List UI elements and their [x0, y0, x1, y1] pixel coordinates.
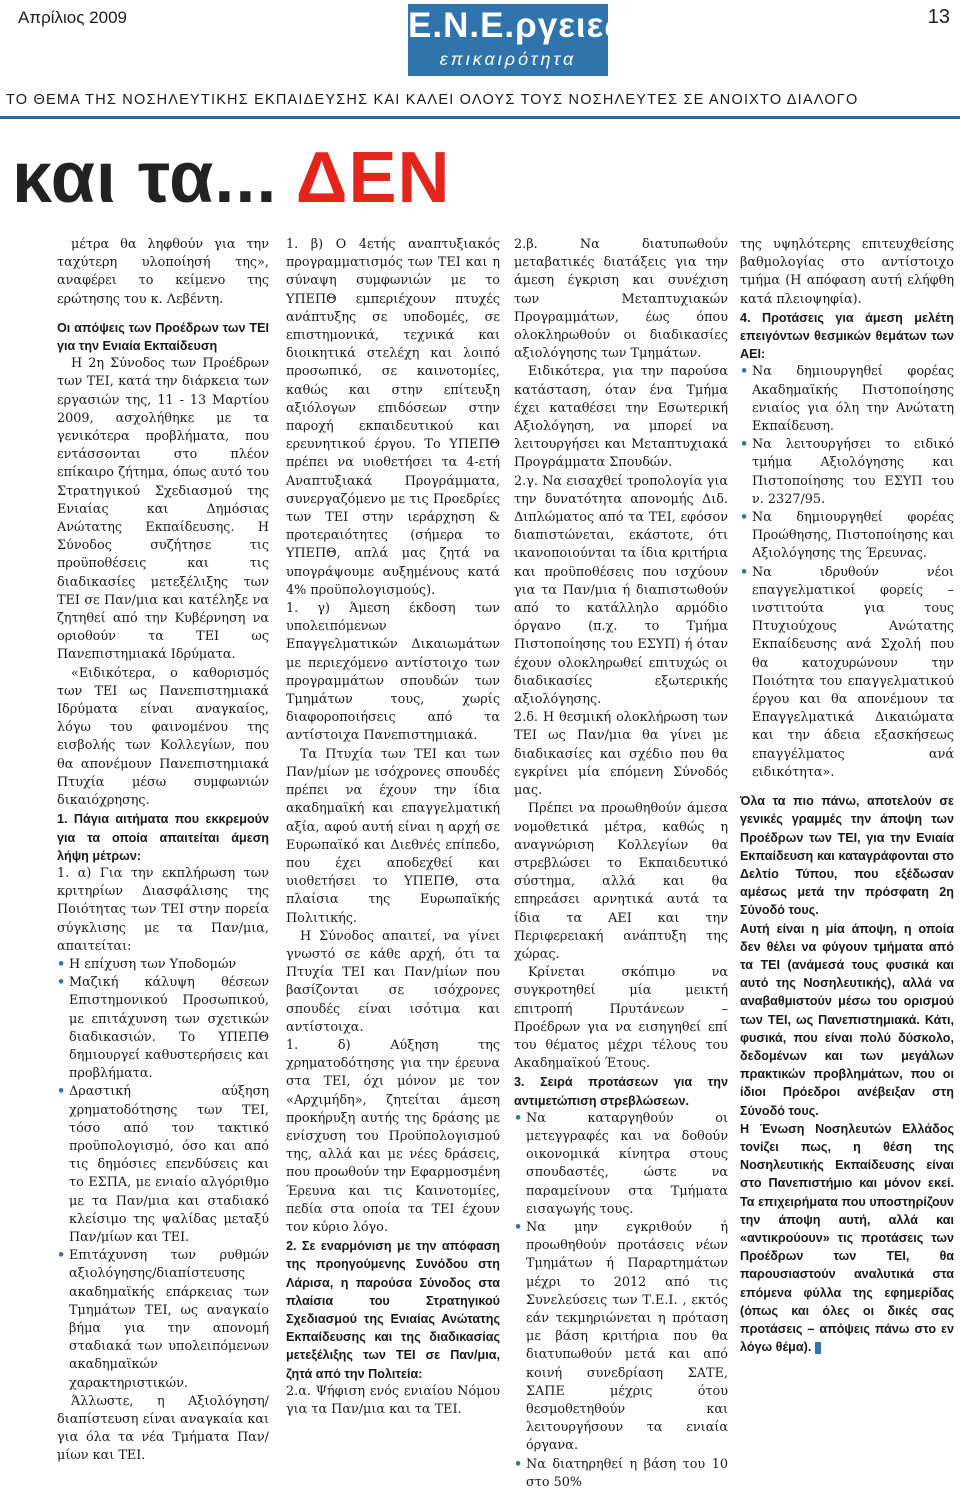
paragraph: 2.β. Να διατυπωθούν μεταβατικές διατάξεις για την άμεση έγκριση και συνέχιση των Μεταπτυχιακών Προγραμμάτων, έως όπου ολοκληρωθούν οι διαδικασίες αξιολόγησης των Τμημάτων. — [514, 237, 728, 362]
bullet-list — [514, 1110, 728, 1492]
list-item: • Να δημιουργηθεί φορέας Ακαδημαϊκής Πιστοποίησης ενιαίος για όλη την Ανώτατη Εκπαίδευση. — [740, 363, 954, 436]
paragraph: μέτρα θα ληφθούν για την ταχύτερη υλοποίησή της», αναφέρει το κείμενο της ερώτησης του κ. Λεβέντη. — [57, 237, 269, 307]
logo-subtitle: επικαιρότητα — [439, 49, 577, 69]
closing-paragraph — [740, 1120, 954, 1357]
list-item: • Να μην εγκριθούν ή προωθηθούν προτάσεις νέων Τμημάτων ή Παραρτημάτων μέχρι το 2012 από τις Συνελεύσεις των Τ.Ε.Ι. , εκτός εάν τεκμηριώνεται η πρόταση με βάση κριτήρια που θα διατυπωθούν μετά και από κοινή συνεδρίαση ΣΑΤΕ, ΣΑΠΕ μέχρις ότου θεσμοθετηθούν και λειτουργήσουν τα ενιαία όργανα. — [514, 1219, 728, 1456]
article-column-3 — [514, 236, 728, 1492]
kicker-line: ΤΟ ΘΕΜΑ ΤΗΣ ΝΟΣΗΛΕΥΤΙΚΗΣ ΕΚΠΑΙΔΕΥΣΗΣ ΚΑΙ ΚΑΛΕΙ ΟΛΟΥΣ ΤΟΥΣ ΝΟΣΗΛΕΥΤΕΣ ΣΕ ΑΝΟΙΧΤΟ ΔΙΑΛΟΓΟ — [6, 92, 859, 108]
headline — [12, 138, 451, 218]
closing-text: Η Ένωση Νοσηλευτών Ελλάδος τονίζει πως, η θέση της Νοσηλευτικής Εκπαίδευσης είναι στο Πανεπιστήμιο και μόνον εκεί. Τα επιχειρήματα που υποστηρίζουν την άποψη αυτή, αλλά και «αντικρούουν» τις προτάσεις των Προέδρων των ΤΕΙ, θα παρουσιαστούν αναλυτικά στα επόμενα φύλλα της εφημερίδας (όπως και όλες οι δικές σας προτάσεις – απόψεις πάνω στο εν λόγω θέμα). — [740, 1121, 954, 1355]
article-column-2 — [286, 236, 500, 1419]
publication-logo — [408, 4, 624, 76]
paragraph: της υψηλότερης επιτευχθείσης βαθμολογίας στο αντίστοιχο τμήμα (Η απόφαση αυτή ελήφθη κατά πλειοψηφία). — [740, 237, 954, 307]
article-column-1 — [57, 236, 269, 1466]
list-item: • Να δημιουργηθεί φορέας Προώθησης, Πιστοποίησης και Αξιολόγησης της Έρευνας. — [740, 509, 954, 564]
list-item: • Να διατηρηθεί η βάση του 10 στο 50% — [514, 1456, 728, 1492]
headline-part2: ΔΕΝ — [295, 138, 451, 218]
list-item: • Επιτάχυνση των ρυθμών αξιολόγησης/διαπίστευσης ακαδημαϊκής επάρκειας των Τμημάτων ΤΕΙ, ως αναγκαίο βήμα για την απονομή σταδιακά των υπολειπόμενων ακαδημαϊκών χαρακτηριστικών. — [57, 1247, 269, 1393]
article-column-4 — [740, 236, 954, 1356]
bullet-list — [740, 363, 954, 782]
section-heading: 4. Προτάσεις για άμεση μελέτη επειγόντων θεσμικών θεμάτων των ΑΕΙ: — [740, 310, 954, 362]
list-item: • Η επίχυση των Υποδομών — [57, 956, 269, 974]
logo-title: Ε.Ν.Ε.ργειες — [408, 6, 624, 45]
paragraph: Άλλωστε, η Αξιολόγηση/διαπίστευση είναι αναγκαία και για όλα τα νέα Τμήματα Παν/μίων και ΤΕΙ. — [57, 1393, 269, 1464]
paragraph: 1. δ) Αύξηση της χρηματοδότησης για την έρευνα στα ΤΕΙ, όχι μόνον με τον «Αρχιμήδη», ζητείται άμεση προκήρυξη αυτής της δράσης με ενίσχυση του Προϋπολογισμού της, αλλά και με νέες δράσεις, που προωθούν την Εφαρμοσμένη Έρευνα και τις Καινοτομίες, πεδία στα οποία τα ΤΕΙ έχουν τον κύριο λόγο. — [286, 1037, 500, 1235]
end-of-article-mark — [815, 1342, 821, 1354]
paragraph: 1. γ) Άμεση έκδοση των υπολειπόμενων Επαγγελματικών Δικαιωμάτων με περιεχόμενο αντίστοιχο των προγραμμάτων σπουδών των Τμημάτων τους, χωρίς διαφοροποιήσεις από τα αντίστοιχα Πανεπιστημιακά. — [286, 601, 500, 744]
headline-part1: και τα... — [12, 138, 296, 218]
paragraph: 1. β) Ο 4ετής αναπτυξιακός προγραμματισμός των ΤΕΙ και η σύναψη συμφωνιών με το ΥΠΕΠΘ εμπεριέχουν πτυχές ανάπτυξης σε υποδομές, σε επιστημονικά, τεχνικά και διοικητικά στελέχη και λοιπό προσωπικό, σε καινοτομίες, καθώς και στην επίτευξη αξιόλογων επιδόσεων στην παροχή εκπαιδευτικού και ερευνητικού έργου. Το ΥΠΕΠΘ πρέπει να υιοθετήσει τα 4-ετή Αναπτυξιακά Προγράμματα, συνεργαζόμενο με τις Προεδρίες των ΤΕΙ στην ιεράρχηση & προτεραιότητες (σήμερα το ΥΠΕΠΘ, απλά μας ζητά να υπογράψουμε αυξημένους κατά 4% προϋπολογισμούς). — [286, 237, 500, 598]
list-item: • Να ιδρυθούν νέοι επαγγελματικοί φορείς – ινστιτούτα για τους Πτυχιούχους Ανώτατης Εκπαίδευσης ανά Σχολή που θα κατοχυρώνουν την Ποιότητα του επαγγελματικού έργου και θα απονέμουν τα Επαγγελματικά Δικαιώματα και την άδεια εξασκήσεως επαγγέλματος ανά ειδικότητα». — [740, 564, 954, 782]
paragraph: Πρέπει να προωθηθούν άμεσα νομοθετικά μέτρα, καθώς η αναγνώριση Κολλεγίων θα στρεβλώσει το Εκπαιδευτικό σύστημα, αλλά και θα επηρεάσει αρνητικά αυτά τα ίδια τα ΑΕΙ και την Περιφερειακή ανάπτυξη της χώρας. — [514, 801, 728, 962]
list-item: • Να λειτουργήσει το ειδικό τμήμα Αξιολόγησης και Πιστοποίησης του ΕΣΥΠ του ν. 2327/95. — [740, 436, 954, 509]
paragraph: 2.δ. Η θεσμική ολοκλήρωση των ΤΕΙ ως Παν/μια θα γίνει με διαδικασίες και σχέδιο που θα εγκρίνει μία επόμενη Σύνοδός μας. — [514, 710, 728, 799]
paragraph: Κρίνεται σκόπιμο να συγκροτηθεί μία μεικτή επιτροπή Πρυτάνεων –Προέδρων για να εισηγηθεί επί του θέματος μέχρι τέλους του Ακαδημαϊκού Έτους. — [514, 965, 728, 1072]
paragraph: Η 2η Σύνοδος των Προέδρων των ΤΕΙ, κατά την διάρκεια των εργασιών της, 11 - 13 Μαρτίου 2009, ασχολήθηκε με τα γενικότερα προβλήματα, που εντάσσονται στο πλέον επίκαιρο ζήτημα, όπως αυτό του Στρατηγικού Σχεδιασμού της Ενιαίας και Δημόσιας Ανώτατης Εκπαίδευσης. Η Σύνοδος συζήτησε τις προϋποθέσεις και τις διαδικασίες μετεξέλιξης των ΤΕΙ σε Παν/μια και κατέληξε να ζητηθεί από την Κυβέρνηση να οριοθούν τα ΤΕΙ ως Πανεπιστημιακά Ιδρύματα. — [57, 356, 269, 663]
section-heading: 2. Σε εναρμόνιση με την απόφαση της προηγούμενης Συνόδου στη Λάρισα, η παρούσα Σύνοδος στα πλαίσια του Στρατηγικού Σχεδιασμού της Ενιαίας Ανώτατης Εκπαίδευσης και της διαδικασίας μετεξέλιξης των ΤΕΙ σε Παν/μια, ζητά από την Πολιτεία: — [286, 1239, 500, 1381]
page-number: 13 — [927, 6, 950, 28]
section-heading: Οι απόψεις των Προέδρων των ΤΕΙ για την Ενιαία Εκπαίδευση — [57, 320, 269, 354]
list-item: • Να καταργηθούν οι μετεγγραφές και να δοθούν οικονομικά κίνητρα στους σπουδαστές, ώστε να παραμείνουν στα Τμήματα εισαγωγής τους. — [514, 1110, 728, 1219]
paragraph: 2.γ. Να εισαχθεί τροπολογία για την δυνατότητα απονομής Διδ. Διπλώματος από τα ΤΕΙ, εφόσον διαπιστώνεται, εκάστοτε, ότι ικανοποιούνται τα ίδια κριτήρια και προϋποθέσεις που ισχύουν για τα Παν/μια ή διαπιστωθούν από το κατάλληλο αρμόδιο όργανο (π.χ. το Τμήμα Πιστοποίησης του ΕΣΥΠ) ή όταν έχουν ολοκληρωθεί επιτυχώς οι διαδικασίες εξωτερικής αξιολόγησης. — [514, 473, 728, 708]
closing-paragraph: Αυτή είναι η μία άποψη, η οποία δεν θέλει να φύγουν τμήματα από τα ΤΕΙ (ανάμεσά τους φυσικά και αυτό της Νοσηλευτικής), αλλά να αναβαθμιστούν μέσω του ορισμού των ΤΕΙ, ως Πανεπιστημιακά. Κάτι, φυσικά, που είναι πολύ δύσκολο, δεδομένων και των μεγάλων πρακτικών προβλημάτων, που οι ίδιοι Πρόεδροι ανέβειξαν στη Σύνοδό τους. — [740, 921, 954, 1118]
bullet-list — [57, 956, 269, 1393]
paragraph: «Ειδικότερα, ο καθορισμός των ΤΕΙ ως Πανεπιστημιακά Ιδρύματα είναι αναγκαίος, λόγω του φαινομένου της εισβολής των Κολλεγίων, που θα απονέμουν Πανεπιστημιακά Πτυχία μέσω συμφωνιών δικαιόχρησης. — [57, 665, 269, 809]
list-item: • Δραστική αύξηση χρηματοδότησης των ΤΕΙ, τόσο από τον τακτικό προϋπολογισμό, όσο και από τις δημόσιες επενδύσεις και το ΕΣΠΑ, με ενιαίο αλγόριθμο με τα Παν/μια και σταδιακό κλείσιμο της ψαλίδας μεταξύ Παν/μίων και ΤΕΙ. — [57, 1083, 269, 1247]
paragraph: Η Σύνοδος απαιτεί, να γίνει γνωστό σε κάθε αρχή, ότι τα Πτυχία ΤΕΙ και Παν/μίων που βασίζονται σε ισόχρονες σπουδές είναι ισότιμα και αντίστοιχα. — [286, 928, 500, 1035]
list-item: • Μαζική κάλυψη θέσεων Επιστημονικού Προσωπικού, με επιτάχυνση των σχετικών διαδικασιών. Το ΥΠΕΠΘ δημιουργεί καθυστερήσεις και προβλήματα. — [57, 974, 269, 1083]
issue-date: Απρίλιος 2009 — [18, 8, 127, 27]
section-heading: 3. Σειρά προτάσεων για την αντιμετώπιση στρεβλώσεων. — [514, 1075, 728, 1108]
paragraph: 1. α) Για την εκπλήρωση των κριτηρίων Διασφάλισης της Ποιότητας των ΤΕΙ στην πορεία σύγκλισης με τα Παν/μια, απαιτείται: — [57, 865, 269, 954]
paragraph: 2.α. Ψήφιση ενός ενιαίου Νόμου για τα Παν/μια και τα ΤΕΙ. — [286, 1383, 500, 1417]
section-heading: 1. Πάγια αιτήματα που εκκρεμούν για τα οποία απαιτείται άμεση λήψη μέτρων: — [57, 812, 269, 863]
closing-paragraph: Όλα τα πιο πάνω, αποτελούν σε γενικές γραμμές την άποψη των Προέδρων των ΤΕΙ, για την Ενιαία Εκπαίδευση και καταγράφονται στο Δελτίο Τύπου, που εξέδωσαν αμέσως μετά την πρόσφατη 2η Σύνοδό τους. — [740, 794, 954, 918]
paragraph: Τα Πτυχία των ΤΕΙ και των Παν/μίων με ισόχρονες σπουδές πρέπει να έχουν την ίδια ακαδημαϊκή και επαγγελματική αξία, αφού αυτή είναι η αρχή σε Ευρωπαϊκό και Διεθνές επίπεδο, που έχει αποδεχθεί και υιοθετήσει το ΥΠΕΠΘ, στα πλαίσια της Ευρωπαϊκής Πολιτικής. — [286, 746, 500, 926]
paragraph: Ειδικότερα, για την παρούσα κατάσταση, όταν ένα Τμήμα έχει καταθέσει την Εσωτερική Αξιολόγηση, να μπορεί να λειτουργήσει και Μεταπτυχιακά Προγράμματα Σπουδών. — [514, 364, 728, 471]
